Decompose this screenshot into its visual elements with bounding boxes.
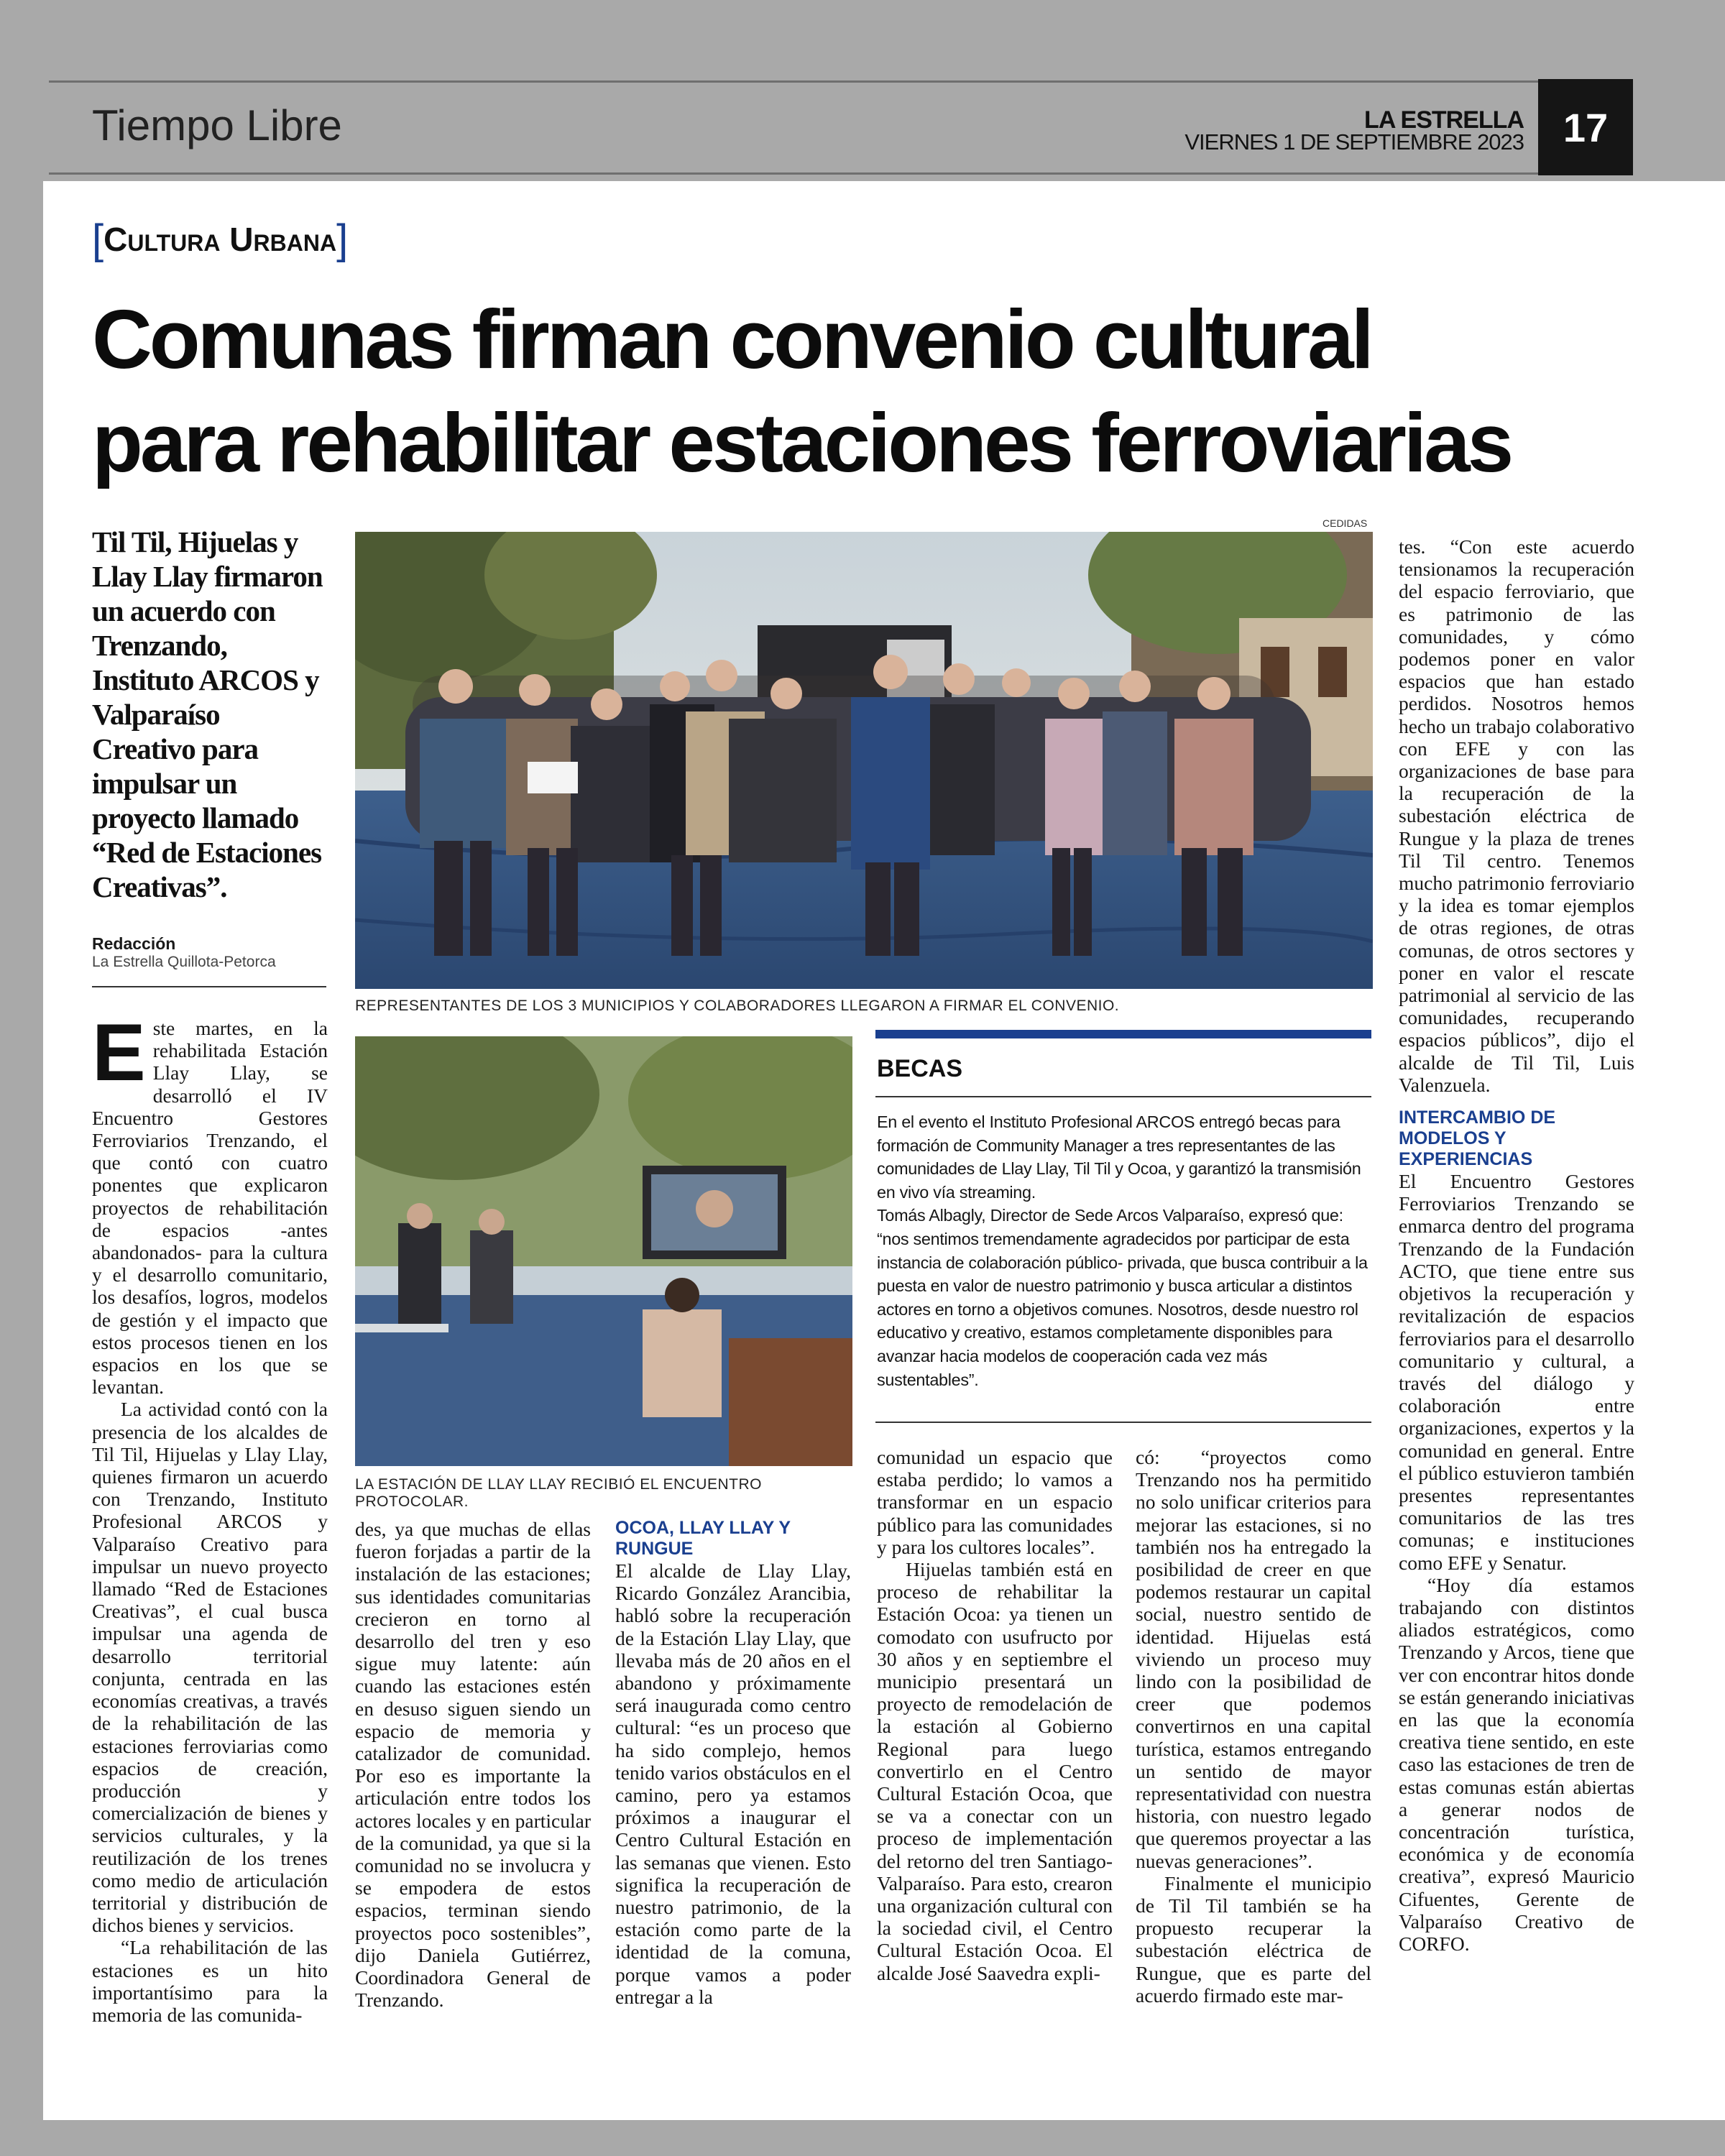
kicker-bracket-close: ] — [336, 216, 349, 263]
body-column-1 — [92, 1008, 328, 2026]
becas-paragraph-2: Tomás Albagly, Director de Sede Arcos Valparaíso, expresó que: “nos sentimos tremendamente agradecidos por participar de esta instancia de colaboración público- privada, que busca contribuir a la puesta en valor de nuestro patrimonio y busca articular a distintos actores en torno a objetivos comunes. Nosotros, desde nuestro rol educativo y creativo, estamos completamente disponibles para avanzar hacia modelos de cooperación cada vez más sustentables”. — [877, 1206, 1368, 1389]
body-column-2 — [355, 1518, 591, 2011]
headline-line-2: para rehabilitar estaciones ferroviarias — [92, 396, 1512, 489]
page-number: 17 — [1538, 79, 1633, 175]
masthead: LA ESTRELLA — [1364, 106, 1524, 134]
body-column-5 — [1136, 1446, 1371, 2007]
col4-paragraph-1: comunidad un espacio que estaba perdido; lo vamos a transformar en un espacio público para las comunidades y para los cultores locales”. — [877, 1446, 1113, 1558]
dateline: VIERNES 1 DE SEPTIEMBRE 2023 — [1184, 129, 1524, 155]
becas-text — [877, 1110, 1373, 1391]
becas-bottom-rule — [875, 1422, 1371, 1423]
headline-line-1: Comunas firman convenio cultural — [92, 292, 1371, 386]
header-top-rule — [49, 80, 1538, 83]
becas-title: BECAS — [877, 1055, 963, 1082]
body-column-3 — [615, 1518, 851, 2008]
event-photo-image — [355, 1036, 852, 1466]
col4-paragraph-2: Hijuelas también está en proceso de rehabilitar la Estación Ocoa: ya tienen un comodato con usufructo por 30 años y en septiembre el municipio presentará un proyecto de remodelación de la estación al Gobierno Regional para luego convertirlo en el Centro Cultural Estación Ocoa, que se va a conectar con un proceso de implementación del retorno del tren Santiago-Valparaíso. Para esto, crearon una organización cultural con la sociedad civil, el Centro Cultural Estación Ocoa. El alcalde José Saavedra expli- — [877, 1558, 1113, 1984]
col5-paragraph-2: Finalmente el municipio de Til Til también se ha propuesto recuperar la subestación eléctrica de Rungue, que es parte del acuerdo firmado este mar- — [1136, 1871, 1371, 2007]
col1-paragraph-1: ste martes, en la rehabilitada Estación Llay Llay, se desarrolló el IV Encuentro Gestores Ferroviarios Trenzando, el que contó con cuatro ponentes que explicaron proyectos de rehabilitación de espacios -antes abandonados- para la cultura y el desarrollo comunitario, los desafíos, logros, modelos de gestión y el impacto que estos procesos tienen en los espacios en los que se levantan. — [92, 1017, 328, 1399]
event-photo — [355, 1036, 852, 1466]
subhead-ocoa: OCOA, LLAY LLAY Y RUNGUE — [615, 1518, 791, 1559]
byline — [92, 934, 329, 971]
body-column-6 — [1399, 535, 1634, 1955]
kicker-bracket-open: [ — [92, 216, 104, 263]
section-title: Tiempo Libre — [92, 101, 342, 149]
col6-paragraph-1: tes. “Con este acuerdo tensionamos la recuperación del espacio ferroviario, que es patrimonio de las comunidades, y cómo podemos poner en valor espacios que han estado perdidos. Nosotros hemos hecho un trabajo colaborativo con EFE y con las organizaciones de base para la recuperación de la subestación eléctrica de Rungue y la plaza de trenes Til Til centro. Tenemos mucho patrimonio ferroviario y la idea es tomar ejemplos de otras regiones, de otras comunas, de otros sectores y poner en valor el rescate patrimonial al servicio de las comunidades, recuperando espacios públicos”, dijo el alcalde de Til Til, Luis Valenzuela. — [1399, 535, 1634, 1096]
col3-paragraph-1: El alcalde de Llay Llay, Ricardo González Arancibia, habló sobre la recuperación de la Estación Llay Llay, que llevaba más de 20 años en el abandono y próximamente será inaugurada como centro cultural: “es un proceso que ha sido complejo, hemos tenido varios obstáculos en el camino, pero ya estamos próximos a inaugurar el Centro Cultural Estación en las semanas que vienen. Esto significa la recuperación de nuestro patrimonio, de la estación como parte de la identidad de la comuna, porque vamos a poder entregar a la — [615, 1560, 851, 2008]
photo-credit: CEDIDAS — [1322, 517, 1368, 529]
body-column-4 — [877, 1446, 1113, 1984]
col2-paragraph-1: des, ya que muchas de ellas fueron forjadas a partir de la instalación de las estaciones; sus identidades comunitarias crecieron en torno al desarrollo del tren y eso sigue muy latente: aún cuando las estaciones estén en desuso siguen siendo un espacio de memoria y catalizador de comunidad. Por eso es importante la articulación entre todos los actores locales y en particular de la comunidad, ya que si la comunidad no se involucra y se empodera de estos espacios, terminan siendo proyectos poco sostenibles”, dijo Daniela Gutiérrez, Coordinadora General de Trenzando. — [355, 1518, 591, 2012]
col1-paragraph-2: La actividad contó con la presencia de los alcaldes de Til Til, Hijuelas y Llay Llay, quienes firmaron un acuerdo con Trenzando, Instituto Profesional ARCOS y Valparaíso Creativo para impulsar un nuevo proyecto llamado “Red de Estaciones Creativas”, el cual busca impulsar una agenda de desarrollo territorial conjunta, centrada en las economías creativas, a través de la rehabilitación de las estaciones ferroviarias como espacios de creación, producción y comercialización de bienes y servicios culturales, y la reutilización de los trenes como medio de articulación territorial y distribución de dichos bienes y servicios. — [92, 1398, 328, 1937]
becas-accent-bar — [875, 1030, 1371, 1038]
header-bottom-rule — [49, 172, 1538, 175]
byline-org: La Estrella Quillota-Petorca — [92, 954, 276, 970]
group-photo-image — [355, 532, 1373, 989]
col6-paragraph-2: El Encuentro Gestores Ferroviarios Trenzando se enmarca dentro del programa Trenzando de la Fundación ACTO, que tiene entre sus objetivos la recuperación y revitalización de espacios ferroviarios para el desarrollo comunitario y cultural, a través del diálogo y colaboración entre organizaciones, expertos y la comunidad en general. Entre el público estuvieron también presentes representantes comunitarios de las tres comunas; e instituciones como EFE y Senatur. — [1399, 1170, 1634, 1574]
col6-paragraph-3: “Hoy día estamos trabajando con distintos aliados estratégicos, como Trenzando y Arcos, tiene que ver con encontrar hitos donde se están generando iniciativas en las que la economía creativa tiene sentido, en este caso las estaciones de tren de estas comunas están abiertas a generar nodos de concentración turística, económica y de economía creativa”, expresó Mauricio Cifuentes, Gerente de Valparaíso Creativo de CORFO. — [1399, 1573, 1634, 1955]
headline — [92, 287, 1659, 494]
caption-bottom: LA ESTACIÓN DE LLAY LLAY RECIBIÓ EL ENCUENTRO PROTOCOLAR. — [355, 1476, 762, 1510]
kicker-text: Cultura Urbana — [104, 221, 337, 258]
article-kicker — [92, 216, 348, 264]
col5-paragraph-1: có: “proyectos como Trenzando nos ha permitido no solo unificar criterios para mejorar las estaciones, si no también nos ha entregado la posibilidad de creer en que podemos restaurar un capital social, nuestro sentido de identidad. Hijuelas está viviendo un proceso muy lindo con la posibilidad de creer que podemos convertirnos en una capital turística, estamos entregando un sentido de mayor representatividad con nuestra historia, con nuestro legado que queremos proyectar a las nuevas generaciones”. — [1136, 1446, 1371, 1872]
subhead-intercambio: INTERCAMBIO DE MODELOS Y EXPERIENCIAS — [1399, 1107, 1556, 1170]
lede: Til Til, Hijuelas y Llay Llay firmaron un acuerdo con Trenzando, Instituto ARCOS y Valparaíso Creativo para impulsar un proyecto llamado “Red de Estaciones Creativas”. — [92, 525, 323, 903]
col1-paragraph-3: “La rehabilitación de las estaciones es un hito importantísimo para la memoria de las comunida- — [92, 1936, 328, 2026]
becas-rule — [875, 1096, 1371, 1097]
becas-paragraph-1: En el evento el Instituto Profesional ARCOS entregó becas para formación de Community Manager a tres representantes de las comunidades de Llay Llay, Til Til y Ocoa, y garantizó la transmisión en vivo vía streaming. — [877, 1112, 1361, 1202]
byline-rule — [92, 986, 326, 987]
group-photo — [355, 532, 1373, 989]
dropcap: E — [92, 1008, 146, 1097]
caption-top: REPRESENTANTES DE LOS 3 MUNICIPIOS Y COLABORADORES LLEGARON A FIRMAR EL CONVENIO. — [355, 998, 1120, 1014]
byline-name: Redacción — [92, 934, 176, 953]
